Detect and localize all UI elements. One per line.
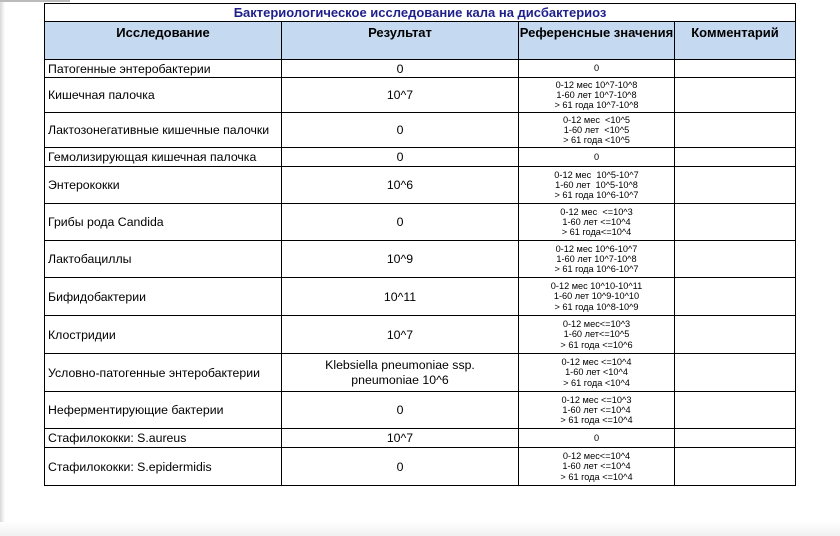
reference-line: 0-12 мес <=10^3 bbox=[561, 394, 632, 405]
cell-study-name: Кишечная палочка bbox=[45, 78, 282, 113]
cell-reference bbox=[519, 60, 675, 78]
cell-result: 10^7 bbox=[282, 78, 519, 113]
cell-reference bbox=[519, 316, 675, 354]
cell-result: 0 bbox=[282, 204, 519, 241]
reference-line: > 61 года <10^5 bbox=[563, 135, 630, 146]
header-reference: Референсные значения bbox=[519, 22, 675, 60]
table-row bbox=[45, 113, 796, 148]
reference-line: 1-60 лет <=10^4 bbox=[562, 404, 631, 415]
reference-line: 0-12 мес 10^7-10^8 bbox=[555, 79, 638, 90]
cell-study-name: Условно-патогенные энтеробактерии bbox=[45, 354, 282, 392]
reference-line: > 61 года 10^6-10^7 bbox=[554, 264, 639, 275]
table-body bbox=[45, 60, 796, 486]
reference-line: 1-60 лет <=10^4 bbox=[562, 461, 631, 472]
cell-study-name: Гемолизирующая кишечная палочка bbox=[45, 148, 282, 167]
cell-reference bbox=[519, 167, 675, 204]
reference-line: 1-60 лет 10^5-10^8 bbox=[555, 179, 638, 190]
cell-result: 10^9 bbox=[282, 241, 519, 278]
table-row bbox=[45, 241, 796, 278]
reference-line: > 61 года 10^8-10^9 bbox=[554, 301, 639, 312]
cell-study-name: Грибы рода Candida bbox=[45, 204, 282, 241]
reference-line: 1-60 лет <10^4 bbox=[565, 367, 628, 378]
reference-line: > 61 года<=10^4 bbox=[561, 227, 632, 238]
cell-comment bbox=[675, 78, 796, 113]
reference-line: 1-60 лет<=10^5 bbox=[563, 329, 630, 340]
cell-comment bbox=[675, 60, 796, 78]
table-row bbox=[45, 148, 796, 167]
table-row bbox=[45, 392, 796, 429]
table-row bbox=[45, 278, 796, 316]
cell-comment bbox=[675, 392, 796, 429]
cell-reference bbox=[519, 78, 675, 113]
reference-line: > 61 года <10^4 bbox=[563, 377, 630, 388]
cell-reference bbox=[519, 429, 675, 448]
analysis-table bbox=[44, 3, 796, 486]
cell-comment bbox=[675, 204, 796, 241]
cell-comment bbox=[675, 448, 796, 486]
reference-line: 1-60 лет 10^7-10^8 bbox=[556, 253, 637, 264]
cell-result bbox=[282, 354, 519, 392]
reference-line: 0-12 мес <10^5 bbox=[562, 114, 631, 125]
cell-reference bbox=[519, 392, 675, 429]
cell-study-name: Клостридии bbox=[45, 316, 282, 354]
reference-line: 0 bbox=[593, 151, 600, 162]
cell-reference bbox=[519, 278, 675, 316]
cell-result: 0 bbox=[282, 392, 519, 429]
cell-result: 0 bbox=[282, 60, 519, 78]
reference-line: 1-60 лет <=10^4 bbox=[562, 216, 631, 227]
header-result: Результат bbox=[282, 22, 519, 60]
cell-result: 0 bbox=[282, 148, 519, 167]
cell-study-name: Бифидобактерии bbox=[45, 278, 282, 316]
cell-comment bbox=[675, 113, 796, 148]
cell-study-name: Стафилококки: S.aureus bbox=[45, 429, 282, 448]
reference-line: 1-60 лет 10^9-10^10 bbox=[553, 291, 640, 302]
cell-comment bbox=[675, 354, 796, 392]
cell-reference bbox=[519, 448, 675, 486]
page-edge-shadow bbox=[0, 0, 5, 536]
cell-result: 0 bbox=[282, 448, 519, 486]
table-row bbox=[45, 204, 796, 241]
reference-line: > 61 года <=10^4 bbox=[560, 471, 633, 482]
table-row bbox=[45, 448, 796, 486]
cell-comment bbox=[675, 241, 796, 278]
cell-result: 10^6 bbox=[282, 167, 519, 204]
cell-reference bbox=[519, 148, 675, 167]
cell-result: 10^7 bbox=[282, 429, 519, 448]
reference-line: 0-12 мес <=10^3 bbox=[560, 206, 633, 217]
cell-study-name: Лактобациллы bbox=[45, 241, 282, 278]
table-row bbox=[45, 167, 796, 204]
reference-line: 1-60 лет <10^5 bbox=[563, 124, 630, 135]
cell-reference bbox=[519, 113, 675, 148]
reference-line: 0 bbox=[593, 432, 600, 443]
reference-line: > 61 года 10^6-10^7 bbox=[554, 190, 639, 201]
cell-result: 10^11 bbox=[282, 278, 519, 316]
reference-line: 0 bbox=[593, 63, 600, 74]
reference-line: 1-60 лет 10^7-10^8 bbox=[556, 89, 637, 100]
reference-line: 0-12 мес <=10^4 bbox=[561, 357, 632, 368]
cell-result: 0 bbox=[282, 113, 519, 148]
reference-line: > 61 года <=10^4 bbox=[560, 415, 633, 426]
table-row bbox=[45, 354, 796, 392]
cell-comment bbox=[675, 429, 796, 448]
cell-study-name: Лактозонегативные кишечные палочки bbox=[45, 113, 282, 148]
table-row bbox=[45, 429, 796, 448]
header-comment: Комментарий bbox=[675, 22, 796, 60]
cell-study-name: Энтерококки bbox=[45, 167, 282, 204]
page-bottom-edge bbox=[0, 522, 840, 536]
result-line: Klebsiella pneumoniae ssp. bbox=[325, 357, 475, 372]
reference-line: > 61 года <=10^6 bbox=[560, 339, 633, 350]
cell-comment bbox=[675, 278, 796, 316]
header-study: Исследование bbox=[45, 22, 282, 60]
cell-study-name: Неферментирующие бактерии bbox=[45, 392, 282, 429]
reference-line: 0-12 мес<=10^4 bbox=[562, 451, 631, 462]
cell-comment bbox=[675, 148, 796, 167]
table-title: Бактериологическое исследование кала на дисбактериоз bbox=[45, 4, 796, 22]
table-row bbox=[45, 78, 796, 113]
cell-comment bbox=[675, 316, 796, 354]
cell-comment bbox=[675, 167, 796, 204]
reference-line: 0-12 мес 10^5-10^7 bbox=[554, 169, 639, 180]
reference-line: 0-12 мес 10^10-10^11 bbox=[550, 281, 643, 292]
cell-study-name: Стафилококки: S.epidermidis bbox=[45, 448, 282, 486]
cell-reference bbox=[519, 354, 675, 392]
cell-study-name: Патогенные энтеробактерии bbox=[45, 60, 282, 78]
cell-reference bbox=[519, 204, 675, 241]
table-row bbox=[45, 316, 796, 354]
reference-line: > 61 года 10^7-10^8 bbox=[554, 100, 639, 111]
reference-line: 0-12 мес<=10^3 bbox=[562, 319, 631, 330]
cell-result: 10^7 bbox=[282, 316, 519, 354]
page-top-line bbox=[0, 0, 70, 2]
cell-reference bbox=[519, 241, 675, 278]
result-line: pneumoniae 10^6 bbox=[351, 372, 449, 387]
table-row bbox=[45, 60, 796, 78]
reference-line: 0-12 мес 10^6-10^7 bbox=[555, 243, 638, 254]
